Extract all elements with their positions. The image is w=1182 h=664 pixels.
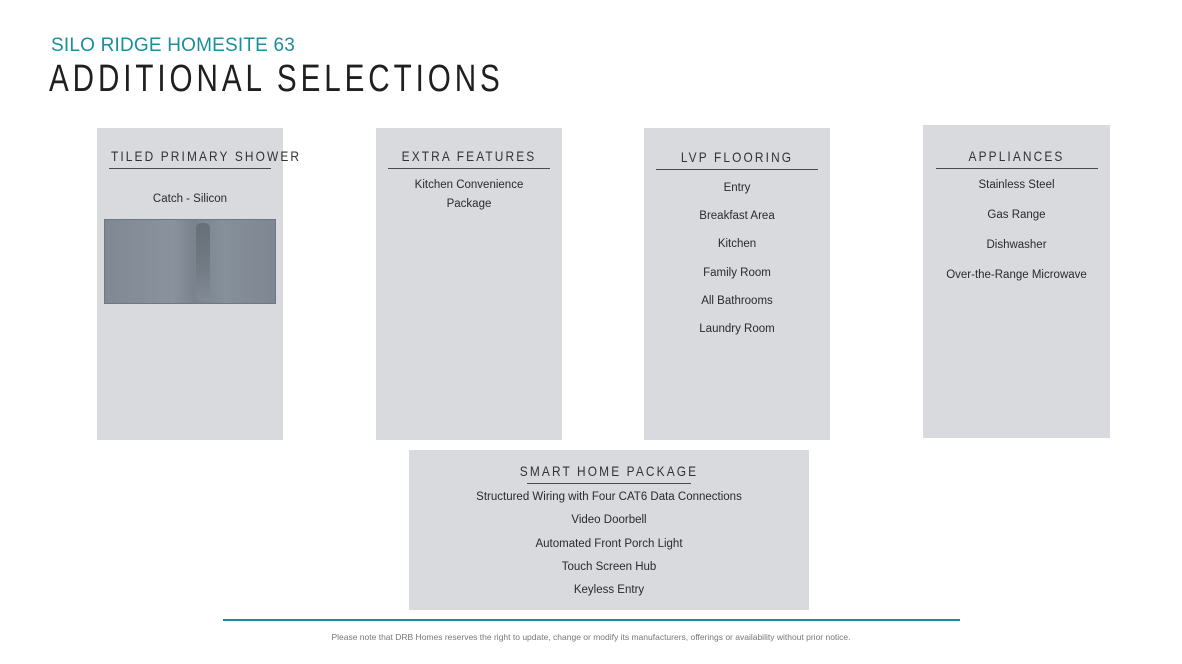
list-item: Over-the-Range Microwave [946,269,1087,281]
heading-rule [936,168,1098,169]
panel-heading: TILED PRIMARY SHOWER [110,148,302,164]
panel-heading: SMART HOME PACKAGE [519,463,699,479]
panel-lvp-flooring [644,128,830,440]
item-list [97,193,283,205]
heading-rule [388,168,550,169]
list-item: Gas Range [987,209,1046,221]
panel-heading: EXTRA FEATURES [401,148,537,164]
heading-rule [109,168,271,169]
panel-appliances [923,125,1110,438]
list-item: Entry [723,182,751,194]
list-item: Dishwasher [986,239,1047,251]
item-list [376,176,562,214]
panel-heading: APPLIANCES [968,148,1065,164]
tile-sample-image [104,219,276,304]
list-item: Catch - Silicon [152,193,228,205]
list-item: Kitchen [717,238,757,251]
list-item: Structured Wiring with Four CAT6 Data Connections [476,491,742,503]
disclaimer-note: Please note that DRB Homes reserves the right to update, change or modify its manufacturers, offerings or availability without prior notice. [331,632,851,642]
heading-rule [656,169,818,170]
page-title: ADDITIONAL SELECTIONS [49,58,504,100]
list-item: Automated Front Porch Light [535,537,683,550]
list-item: Family Room [703,266,771,279]
panel-extra-features [376,128,562,440]
list-item: All Bathrooms [701,294,773,307]
list-item: Touch Screen Hub [561,560,657,573]
list-item: Kitchen Convenience [414,179,524,191]
item-list [923,170,1110,290]
list-item: Breakfast Area [699,210,775,223]
item-list [644,174,830,343]
panel-smart-home-package [409,450,809,610]
list-item: Stainless Steel [978,179,1055,191]
list-item: Package [446,198,492,210]
page-subtitle: SILO RIDGE HOMESITE 63 [51,35,296,56]
list-item: Keyless Entry [573,584,645,597]
item-list [409,486,809,602]
panel-heading: LVP FLOORING [680,149,794,165]
heading-rule [527,483,691,484]
footer-divider [223,619,960,621]
list-item: Laundry Room [699,323,775,336]
list-item: Video Doorbell [571,514,647,527]
panel-tiled-primary-shower [97,128,302,440]
